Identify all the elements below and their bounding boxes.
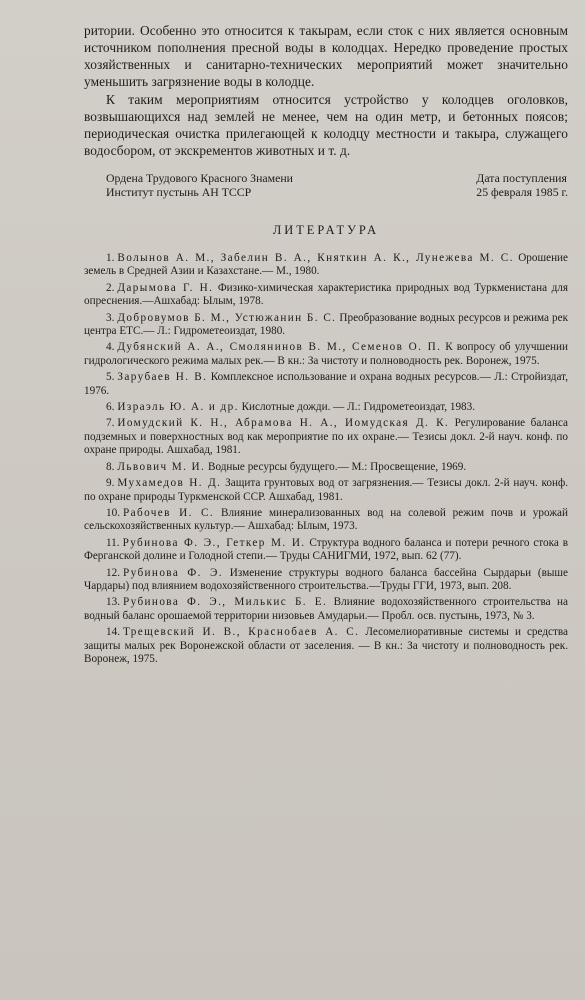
reference-text: Комплексное использование и охрана водных ресурсов.— Л.: Стройиздат, 1976. xyxy=(84,371,569,397)
reference-number: 11. xyxy=(106,536,120,549)
reference-list xyxy=(84,252,568,666)
reference-authors: Рубинова Ф. Э., Милькис Б. Е. xyxy=(122,596,328,609)
reference-authors: Зарубаев Н. В. xyxy=(117,371,208,384)
reference-authors: Израэль Ю. А. и др. xyxy=(117,401,239,414)
reference-item xyxy=(84,537,568,564)
reference-item xyxy=(84,282,568,309)
reference-item xyxy=(84,596,568,623)
reference-number: 9. xyxy=(106,477,115,490)
reference-authors: Мухамедов Н. Д. xyxy=(117,477,222,490)
reference-text: К вопросу об улучшении гидрологического режима малых рек.— В кн.: За чистоту и полноводность рек. Воронеж, 1975. xyxy=(84,341,569,367)
received-label: Дата поступления xyxy=(476,171,567,185)
reference-number: 13. xyxy=(106,596,120,609)
body-paragraph-2: К таким мероприятиям относится устройство у колодцев оголовков, возвышающихся над землей не менее, чем на один метр, и бетонных поясов; периодическая очистка прилегающей к колодцу местности и такыра, служащего водосбором, от экскрементов животных и т. д. xyxy=(84,92,568,158)
reference-text: Структура водного баланса и потери речного стока в Ферганской долине и Голодной степи.— Труды САНИГМИ, 1972, вып. 62 (77). xyxy=(84,536,569,563)
reference-number: 8. xyxy=(106,460,115,473)
reference-number: 14. xyxy=(106,626,120,639)
reference-number: 7. xyxy=(106,417,115,430)
reference-number: 6. xyxy=(106,401,115,414)
reference-authors: Трещевский И. В., Краснобаев А. С. xyxy=(122,626,360,639)
reference-number: 1. xyxy=(106,252,115,264)
reference-text: Защита грунтовых вод от загрязнения.— Тезисы докл. 2-й науч. конф. по охране природы Туркменской ССР. Ашхабад, 1981. xyxy=(84,477,569,503)
reference-authors: Рубинова Ф. Э. xyxy=(122,566,223,579)
reference-text: Влияние минерализованных вод на солевой режим почв и урожай сельскохозяйственных культур.— Ашхабад: Ылым, 1973. xyxy=(84,506,568,533)
reference-item xyxy=(84,626,568,666)
reference-item xyxy=(84,252,568,279)
literature-heading: ЛИТЕРАТУРА xyxy=(272,223,380,237)
reference-item xyxy=(84,507,568,534)
reference-text: Влияние водохозяйственного строительства на водный баланс орошаемой территории низовьев Амударьи.— Пробл. осв. пустынь, 1973, № 3. xyxy=(84,596,568,622)
received-block xyxy=(476,171,568,199)
article-meta xyxy=(84,171,568,199)
body-paragraph-1: ритории. Особенно это относится к такырам, если сток с них является основным источником пополнения пресной воды в колодцах. Нередко проведение простых хозяйственных и санитарно-технических мероприятий может значительно уменьшить загрязнение воды в колодце. xyxy=(84,23,568,89)
reference-item xyxy=(84,477,568,504)
received-date: 25 февраля 1985 г. xyxy=(476,185,568,199)
reference-authors: Рабочев И. С. xyxy=(122,506,215,519)
institution-block xyxy=(84,171,293,199)
page-content xyxy=(84,22,568,669)
reference-item xyxy=(84,312,568,339)
reference-authors: Львович М. И. xyxy=(117,460,206,473)
institution-line-2: Институт пустынь АН ТССР xyxy=(106,185,252,199)
reference-text: Физико-химическая характеристика природных вод Туркменистана для опреснения.—Ашхабад: Ылым, 1978. xyxy=(84,281,568,308)
reference-authors: Иомудский К. Н., Абрамова Н. А., Иомудская Д. К. xyxy=(117,417,450,430)
reference-item xyxy=(84,371,568,398)
reference-number: 10. xyxy=(106,506,120,519)
reference-item xyxy=(84,417,568,457)
reference-text: Регулирование баланса подземных и поверхностных вод как мероприятие по их охране.— Тезисы докл. 2-й науч. конф. по охране природы. Ашхабад, 1981. xyxy=(84,417,568,457)
reference-authors: Рубинова Ф. Э., Геткер М. И. xyxy=(122,536,306,549)
reference-number: 3. xyxy=(106,311,115,324)
reference-authors: Добровумов Б. М., Устюжанин Б. С. xyxy=(117,311,337,324)
reference-text: Преобразование водных ресурсов и режима рек центра ЕТС.— Л.: Гидрометеоиздат, 1980. xyxy=(84,311,569,338)
reference-item xyxy=(84,567,568,594)
reference-text: Лесомелиоративные системы и средства защиты малых рек Воронежской области от заселения. — В кн.: За чистоту и полноводность рек. Воронеж, 1975. xyxy=(84,626,568,665)
reference-number: 12. xyxy=(106,566,120,579)
reference-item xyxy=(84,341,568,368)
reference-authors: Дубянский А. А., Смолянинов В. М., Семенов О. П. xyxy=(117,341,442,354)
reference-text: Кислотные дожди. — Л.: Гидрометеоиздат, 1983. xyxy=(241,401,476,414)
reference-authors: Дарымова Г. Н. xyxy=(117,281,214,294)
reference-text: Орошение земель в Средней Азии и Казахстане.— М., 1980. xyxy=(84,252,569,278)
institution-line-1: Ордена Трудового Красного Знамени xyxy=(106,171,293,185)
reference-item xyxy=(84,401,568,414)
reference-number: 4. xyxy=(106,341,115,354)
reference-number: 5. xyxy=(106,371,115,384)
reference-number: 2. xyxy=(106,281,115,294)
reference-item xyxy=(84,461,568,474)
reference-text: Изменение структуры водного баланса бассейна Сырдарьи (выше Чардары) под влиянием водохозяйственного строительства.—Труды ГГИ, 1973, вып. 208. xyxy=(84,566,569,592)
reference-text: Водные ресурсы будущего.— М.: Просвещение, 1969. xyxy=(208,460,467,473)
reference-authors: Волынов А. М., Забелин В. А., Княткин А. К., Лунежева М. С. xyxy=(117,252,514,264)
